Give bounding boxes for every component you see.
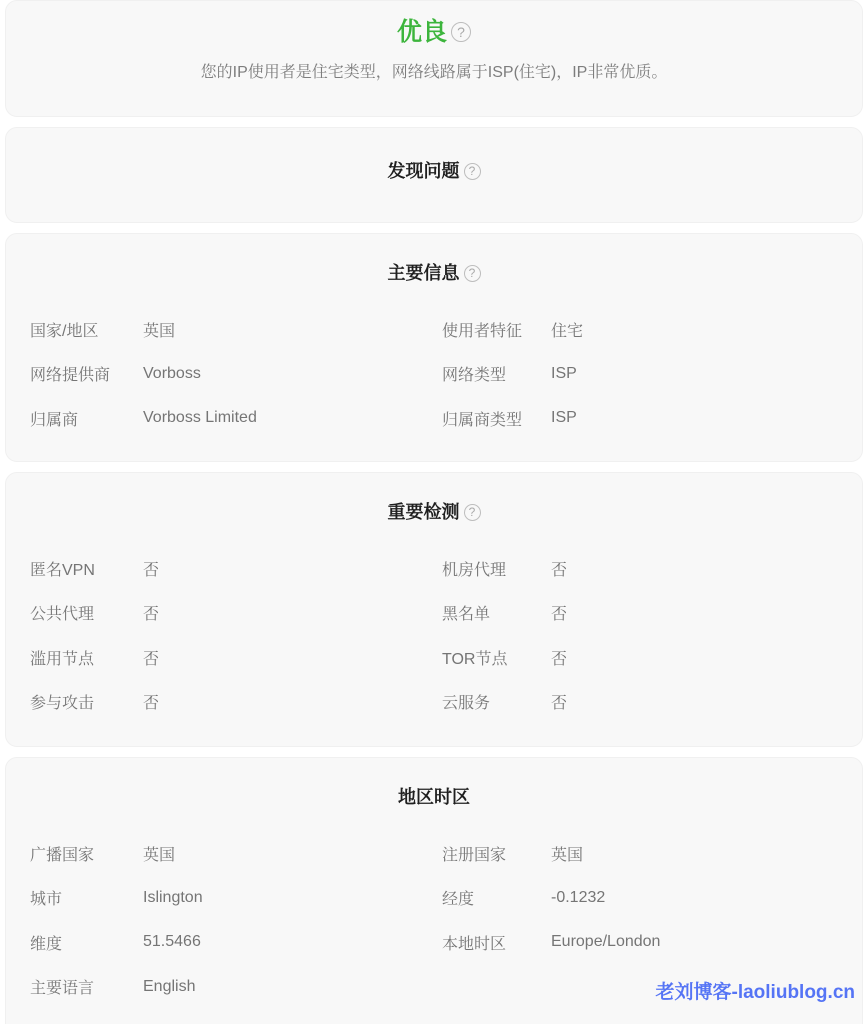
main-info-rows xyxy=(6,307,862,441)
field-value: ISP xyxy=(551,409,577,427)
issues-card xyxy=(5,127,863,223)
field-value: 否 xyxy=(143,695,160,713)
field-value: English xyxy=(143,977,196,995)
field-label: 归属商类型 xyxy=(442,411,523,429)
help-icon[interactable]: ? xyxy=(451,22,471,42)
main-info-card xyxy=(5,233,863,462)
card-title xyxy=(6,159,862,183)
card-title-text: 发现问题 xyxy=(387,161,460,181)
field-value: 否 xyxy=(551,561,568,579)
field-value: 51.5466 xyxy=(143,933,201,951)
field-value: 否 xyxy=(551,650,568,668)
info-row xyxy=(6,635,862,680)
field-value: 否 xyxy=(551,695,568,713)
help-icon[interactable]: ? xyxy=(464,163,481,180)
ip-status-line xyxy=(397,17,471,47)
card-title-text: 重要检测 xyxy=(387,502,460,522)
field-label: 网络类型 xyxy=(442,367,507,385)
field-value: 否 xyxy=(551,606,568,624)
field-label: TOR节点 xyxy=(442,650,508,668)
info-row xyxy=(6,396,862,441)
important-checks-card xyxy=(5,472,863,747)
field-label: 归属商 xyxy=(30,411,79,429)
field-label: 广播国家 xyxy=(30,846,95,864)
info-row xyxy=(6,680,862,725)
field-label: 黑名单 xyxy=(442,606,491,624)
field-label: 匿名VPN xyxy=(30,561,95,579)
info-row xyxy=(6,352,862,397)
info-row xyxy=(6,831,862,876)
field-value: Vorboss xyxy=(143,364,201,382)
site-watermark: 老刘博客-laoliublog.cn xyxy=(655,982,855,1003)
field-label: 经度 xyxy=(442,891,475,909)
field-value: 英国 xyxy=(143,846,176,864)
field-label: 网络提供商 xyxy=(30,367,111,385)
card-title xyxy=(6,500,862,524)
field-label: 使用者特征 xyxy=(442,322,523,340)
field-label: 注册国家 xyxy=(442,846,507,864)
field-value: Vorboss Limited xyxy=(143,409,257,427)
info-row xyxy=(6,591,862,636)
field-label: 主要语言 xyxy=(30,980,95,998)
info-row xyxy=(6,876,862,921)
card-title-text: 主要信息 xyxy=(387,263,460,283)
field-label: 本地时区 xyxy=(442,935,507,953)
info-row xyxy=(6,546,862,591)
field-value: 英国 xyxy=(143,322,176,340)
help-icon[interactable]: ? xyxy=(464,265,481,282)
field-label: 云服务 xyxy=(442,695,491,713)
field-value: 否 xyxy=(143,561,160,579)
help-icon[interactable]: ? xyxy=(464,504,481,521)
field-value: 英国 xyxy=(551,846,584,864)
field-value: 否 xyxy=(143,606,160,624)
field-value: Islington xyxy=(143,888,203,906)
field-value: Europe/London xyxy=(551,933,661,951)
field-label: 国家/地区 xyxy=(30,322,99,340)
ip-status: 优良 xyxy=(396,18,447,46)
field-value: 否 xyxy=(143,650,160,668)
field-label: 参与攻击 xyxy=(30,695,95,713)
field-label: 公共代理 xyxy=(30,606,95,624)
field-value: 住宅 xyxy=(551,322,584,340)
card-title-text: 地区时区 xyxy=(398,787,470,807)
ip-status-description: 您的IP使用者是住宅类型，网络线路属于ISP(住宅)，IP非常优质。 xyxy=(200,64,668,81)
field-value: -0.1232 xyxy=(551,888,606,906)
card-title xyxy=(6,261,862,285)
summary-card xyxy=(5,0,863,117)
field-label: 城市 xyxy=(30,891,63,909)
field-label: 维度 xyxy=(30,935,63,953)
card-title xyxy=(6,785,862,809)
field-label: 机房代理 xyxy=(442,561,507,579)
info-row xyxy=(6,920,862,965)
info-row xyxy=(6,307,862,352)
field-value: ISP xyxy=(551,364,577,382)
field-label: 滥用节点 xyxy=(30,650,95,668)
checks-rows xyxy=(6,546,862,724)
